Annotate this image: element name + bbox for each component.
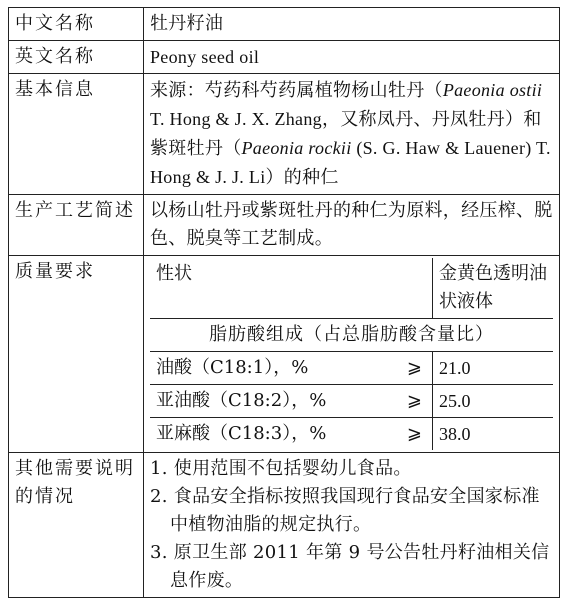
acid-linolenic-name: 亚麻酸（C18:3），% bbox=[156, 423, 327, 444]
row-quality bbox=[9, 256, 560, 453]
acid-row-linoleic bbox=[150, 385, 553, 418]
value-process: 以杨山牡丹或紫斑牡丹的种仁为原料，经压榨、脱色、脱臭等工艺制成。 bbox=[144, 195, 560, 256]
row-english-name bbox=[9, 41, 560, 74]
acid-linoleic-cell bbox=[150, 385, 433, 418]
row-basic-info bbox=[9, 74, 560, 195]
quality-property-row bbox=[150, 258, 553, 319]
label-basic-info: 基本信息 bbox=[9, 74, 144, 195]
acid-oleic-op: ⩾ bbox=[406, 357, 422, 378]
acid-linolenic-value: 38.0 bbox=[433, 418, 554, 451]
note-item-1: 1. 使用范围不包括婴幼儿食品。 bbox=[150, 458, 412, 479]
basic-info-species-2: Paeonia rockii bbox=[241, 138, 352, 158]
acid-oleic-name: 油酸（C18:1），% bbox=[156, 357, 309, 378]
acid-oleic-value: 21.0 bbox=[433, 352, 554, 385]
label-chinese-name: 中文名称 bbox=[9, 8, 144, 41]
quality-table bbox=[150, 258, 553, 450]
acid-oleic-cell bbox=[150, 352, 433, 385]
fatty-acid-header-row bbox=[150, 319, 553, 352]
row-process bbox=[9, 195, 560, 256]
value-chinese-name: 牡丹籽油 bbox=[144, 8, 560, 41]
value-english-name: Peony seed oil bbox=[144, 41, 560, 74]
acid-row-oleic bbox=[150, 352, 553, 385]
value-basic-info bbox=[144, 74, 560, 195]
acid-linolenic-op: ⩾ bbox=[406, 423, 422, 444]
value-other bbox=[144, 453, 560, 598]
label-other: 其他需要说明的情况 bbox=[9, 453, 144, 598]
basic-info-part-1: 来源：芍药科芍药属植物杨山牡丹（ bbox=[150, 80, 443, 101]
label-quality: 质量要求 bbox=[9, 256, 144, 453]
acid-linoleic-value: 25.0 bbox=[433, 385, 554, 418]
fatty-acid-header: 脂肪酸组成（占总脂肪酸含量比） bbox=[150, 319, 553, 352]
basic-info-part-2: T. Hong & J. X. Zhang，又称凤丹、丹凤牡丹）和紫斑牡丹（ bbox=[150, 109, 542, 158]
label-english-name: 英文名称 bbox=[9, 41, 144, 74]
row-other bbox=[9, 453, 560, 598]
acid-linoleic-op: ⩾ bbox=[406, 390, 422, 411]
basic-info-part-3: (S. G. Haw & Lauener) T. Hong & J. J. Li）的种仁 bbox=[150, 138, 551, 187]
quality-property-label: 性状 bbox=[150, 258, 433, 319]
basic-info-species-1: Paeonia ostii bbox=[442, 80, 543, 100]
quality-property-value: 金黄色透明油状液体 bbox=[433, 258, 554, 319]
note-item-2: 2. 食品安全指标按照我国现行食品安全国家标准中植物油脂的规定执行。 bbox=[150, 486, 540, 535]
label-process: 生产工艺简述 bbox=[9, 195, 144, 256]
note-item-3: 3. 原卫生部 2011 年第 9 号公告牡丹籽油相关信息作废。 bbox=[150, 542, 550, 591]
acid-row-linolenic bbox=[150, 418, 553, 451]
spec-table bbox=[8, 7, 560, 598]
quality-cell bbox=[144, 256, 560, 453]
row-chinese-name bbox=[9, 8, 560, 41]
acid-linolenic-cell bbox=[150, 418, 433, 451]
acid-linoleic-name: 亚油酸（C18:2），% bbox=[156, 390, 327, 411]
